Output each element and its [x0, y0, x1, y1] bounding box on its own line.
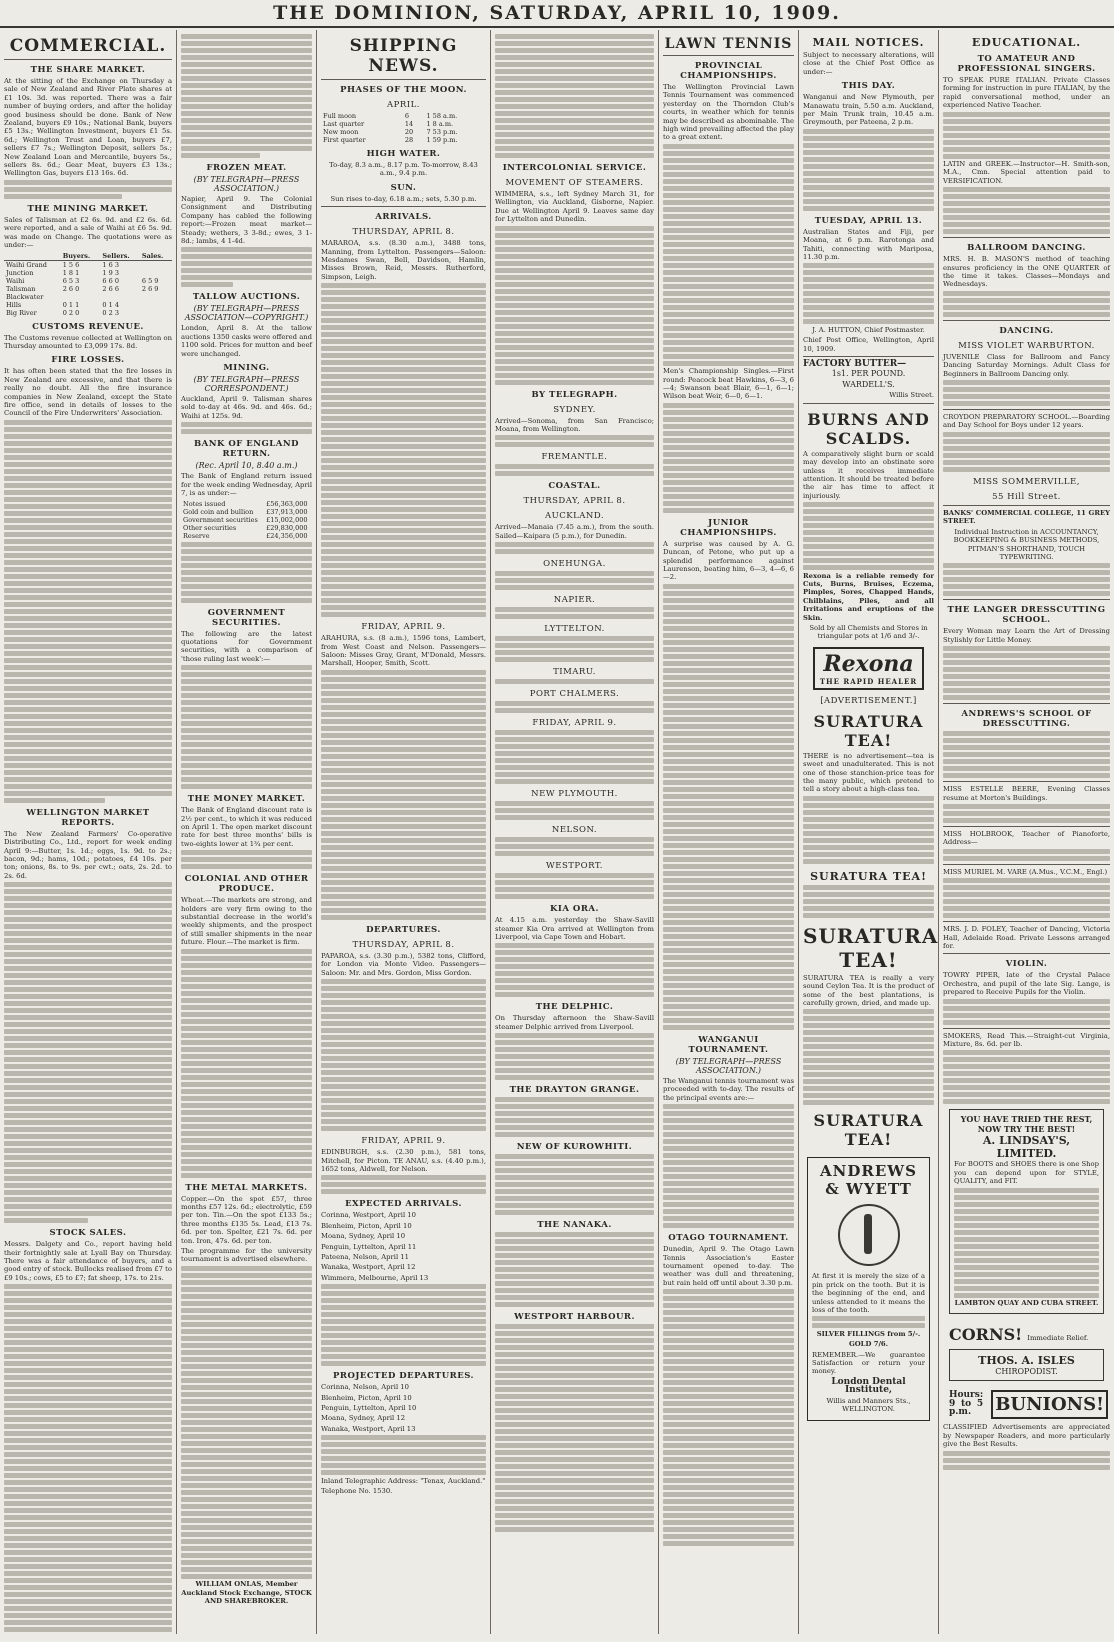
suratura-title: SURATURA TEA!: [813, 711, 924, 750]
moon-phases-table: [321, 112, 486, 144]
kia-ora-head: KIA ORA.: [550, 904, 599, 915]
dancing-head: DANCING.: [999, 325, 1054, 336]
commercial-college: BANKS' COMMERCIAL COLLEGE, 11 GREY STREET.: [943, 508, 1110, 526]
table-row: Gold coin and bullion £37,913,000: [183, 507, 308, 516]
rexona-tagline: THE RAPID HEALER: [819, 676, 918, 686]
estelle-beere: MISS ESTELLE BEERE, Evening Classes resume at Morton's Buildings.: [943, 785, 1110, 802]
money-market-head: THE MONEY MARKET.: [187, 794, 306, 805]
expected-arrival: Blenheim, Picton, April 10: [321, 1221, 412, 1230]
suratura-title-2: SURATURA TEA!: [810, 869, 927, 883]
coastal-head: COASTAL.: [548, 481, 601, 492]
gov-securities-head: GOVERNMENT SECURITIES.: [207, 607, 286, 628]
telephone-number: Telephone No. 1530.: [321, 1486, 393, 1495]
mining-head: MINING.: [223, 363, 270, 374]
fire-losses-text: It has often been stated that the fire losses in New Zealand are excessive, and that there is really no doubt. All the fire insurance companies in New Zealand, except the State fire office, send in details of losses to the Council of the Fire Underwriters' Association.: [4, 367, 172, 418]
frozen-meat-text: Napier, April 9. The Colonial Consignment and Distributing Company has cabled the following report:—Frozen meat market—Steady; wethers, 3 3-8d.; ewes, 3 1-8d.; lambs, 4 1-4d.: [181, 195, 312, 246]
departures-thursday: THURSDAY, APRIL 8.: [352, 939, 455, 950]
intercolonial-head: INTERCOLONIAL SERVICE.: [502, 163, 647, 173]
postmaster-signature: J. A. HUTTON, Chief Postmaster.: [812, 325, 925, 334]
commercial-column: [0, 32, 176, 1632]
gov-securities-text: The following are the latest quotations for Government securities, with a comparison of 'those ruling last week':—: [181, 629, 312, 663]
foley: MRS. J. D. FOLEY, Teacher of Dancing, Victoria Hall, Adelaide Road. Private Lessons arranged for.: [943, 925, 1110, 950]
burns-text-2: Rexona is a reliable remedy for Cuts, Burns, Bruises, Eczema, Pimples, Sores, Chapped Hands, Chilblains, Piles, and all Irritations and eruptions of the Skin.: [803, 571, 934, 622]
somerville-address: 55 Hill Street.: [992, 491, 1061, 502]
junior-text: A surprise was caused by A. G. Duncan, of Petone, who put up a splendid performance against Laurenson, beating him, 6—3, 4—6, 6—2.: [663, 539, 794, 582]
bank-return-note: (Rec. April 10, 8.40 a.m.): [195, 461, 298, 471]
smokers: SMOKERS, Read This.—Straight-cut Virginia, Mixture, 8s. 6d. per lb.: [943, 1031, 1110, 1049]
stock-sales-head: STOCK SALES.: [49, 1228, 127, 1239]
by-telegraph-head: BY TELEGRAPH.: [531, 389, 618, 400]
napier-head: NAPIER.: [553, 595, 596, 606]
arrivals-text-2: ARAHURA, s.s. (8 a.m.), 1596 tons, Lambert, from West Coast and Nelson. Passengers—Saloon: Misses Gray, Grant, M'Donald, Messrs. Marshall, Hooper, Smith, Scott.: [321, 634, 486, 668]
classified-note: CLASSIFIED Advertisements are appreciated by Newspaper Readers, and more particularly give the Best Results.: [943, 1423, 1110, 1449]
masthead: THE DOMINION, SATURDAY, APRIL 10, 1909.: [0, 0, 1114, 28]
projected-departure: Blenheim, Picton, April 10: [321, 1393, 412, 1402]
bank-return-table: [181, 500, 312, 540]
mining-col-sales: Sales.: [140, 252, 172, 261]
corns-text: Immediate Relief.: [1027, 1334, 1089, 1343]
suratura-title-4: SURATURA TEA!: [813, 1111, 924, 1150]
auckland-head: AUCKLAND.: [544, 511, 605, 522]
mail-notices-title: MAIL NOTICES.: [812, 36, 925, 49]
table-row: Reserve £24,356,000: [183, 531, 308, 540]
factory-address: Willis Street.: [889, 391, 934, 400]
wanganui-text: The Wanganui tennis tournament was proceeded with to-day. The results of the principal events are:—: [663, 1076, 794, 1102]
violin-text: TOWRY PIPER, late of the Crystal Palace Orchestra, and pupil of the late Sig. Lange, is prepared to Receive Pupils for the Violin.: [943, 971, 1110, 997]
somerville-name: MISS SOMMERVILLE,: [973, 476, 1080, 487]
projected-departures-head: PROJECTED DEPARTURES.: [333, 1371, 474, 1382]
mining-col-sellers: Sellers.: [100, 252, 139, 261]
stock-sales-text: Messrs. Dalgety and Co., report having held their fortnightly sale at Lyall Bay on Thursday. There was a fair attendance of buyers, and a good entry of stock. Bullocks realised from £7 to £9 10s.; cows, £5 to £7; fat sheep, 17s. to 21s.: [4, 1240, 172, 1282]
expected-arrivals-head: EXPECTED ARRIVALS.: [345, 1199, 462, 1210]
singers-head: TO AMATEUR AND PROFESSIONAL SINGERS.: [957, 54, 1096, 74]
departures-head: DEPARTURES.: [366, 924, 441, 935]
drayton-head: THE DRAYTON GRANGE.: [509, 1085, 640, 1096]
best-head: YOU HAVE TRIED THE REST, NOW TRY THE BEST!: [960, 1114, 1093, 1135]
tallow-head: TALLOW AUCTIONS.: [192, 292, 301, 303]
arrivals-friday: FRIDAY, APRIL 9.: [361, 622, 446, 633]
table-row: Waihi 6 5 3 6 6 0 6 5 9: [6, 276, 159, 285]
kia-ora-text: At 4.15 a.m. yesterday the Shaw-Savill steamer Kia Ora arrived at Wellington from Liverpool, via Cape Town and Hobart.: [495, 916, 654, 942]
junior-championships-head: JUNIOR CHAMPIONSHIPS.: [680, 517, 777, 538]
muriel-vare: MISS MURIEL M. VARE (A.Mus., V.C.M., Engl.): [943, 867, 1108, 876]
croydon-school: CROYDON PREPARATORY SCHOOL.—Boarding and Day School for Boys under 12 years.: [943, 413, 1110, 430]
lindsay-ad: [949, 1109, 1104, 1314]
gold-fillings: GOLD 7/6.: [848, 1340, 889, 1349]
arrivals-head: ARRIVALS.: [375, 212, 432, 223]
table-row: Waihi Grand 1 5 6 1 6 3: [6, 260, 119, 269]
sydney-text: Arrived—Sonoma, from San Francisco; Moana, from Wellington.: [495, 416, 654, 434]
isles-sub: CHIROPODIST.: [995, 1367, 1058, 1377]
timaru-head: TIMARU.: [553, 667, 596, 678]
port-chalmers-head: PORT CHALMERS.: [529, 689, 620, 700]
expected-arrival: Pateena, Nelson, April 11: [321, 1252, 409, 1261]
table-row: Government securities £15,002,000: [183, 515, 308, 524]
onehunga-head: ONEHUNGA.: [543, 559, 606, 570]
mining-quotes-table: [4, 252, 172, 317]
dental-address: Willis and Manners Sts., WELLINGTON.: [826, 1396, 911, 1414]
westport-harbour-head: WESTPORT HARBOUR.: [514, 1312, 635, 1323]
frozen-meat-head: FROZEN MEAT.: [206, 163, 287, 173]
isles-name: THOS. A. ISLES: [978, 1354, 1075, 1368]
suratura-text: THERE is no advertisement—tea is sweet and unadulterated. This is not one of those stanchion-price teas for the many public, which pretend to tell a story about a high-class tea.: [803, 751, 934, 794]
moon-phases-head: PHASES OF THE MOON.: [340, 85, 467, 95]
advertisement-label: [ADVERTISEMENT.]: [820, 695, 917, 706]
arrivals-thursday: THURSDAY, APRIL 8.: [352, 227, 455, 238]
wanganui-head: WANGANUI TOURNAMENT.: [688, 1034, 769, 1055]
educational-column: [939, 32, 1114, 1632]
lindsay-address: LAMBTON QUAY AND CUBA STREET.: [954, 1299, 1099, 1308]
lindsay-name: A. LINDSAY'S, LIMITED.: [982, 1134, 1071, 1161]
andrews-wyett-text: At first it is merely the size of a pin prick on the tooth. But it is the beginning of the end, and unless attended to it means the loss of the tooth.: [812, 1272, 925, 1315]
mail-tuesday-text: Australian States and Fiji, per Moana, at 6 p.m. Rarotonga and Tahiti, connecting with Mariposa, 11.30 p.m.: [803, 227, 934, 262]
friday-date: FRIDAY, APRIL 9.: [532, 718, 617, 729]
mining-market-text: Sales of Talisman at £2 6s. 9d. and £2 6s. 6d. were reported, and a sale of Waihi at £6 5s. 9d. was made on Change. The quotations were as under:—: [4, 215, 172, 250]
mining-note: (BY TELEGRAPH—PRESS CORRESPONDENT.): [193, 375, 300, 394]
provincial-championships-head: PROVINCIAL CHAMPIONSHIPS.: [680, 61, 777, 81]
dancing-teacher: MISS VIOLET WARBURTON.: [958, 340, 1095, 351]
delphic-head: THE DELPHIC.: [535, 1002, 614, 1013]
violin-head: VIOLIN.: [1005, 959, 1048, 970]
andrews-school-head: ANDREWS'S SCHOOL OF DRESSCUTTING.: [961, 709, 1092, 730]
table-row: Talisman 2 6 0 2 6 6 2 6 9: [6, 284, 159, 293]
factory-price: 1s1. PER POUND.: [831, 369, 906, 379]
burns-sold: Sold by all Chemists and Stores in triangular pots at 1/6 and 3/-.: [809, 623, 928, 641]
kurowhiti-head: NEW OF KUROWHITI.: [516, 1142, 633, 1153]
factory-butter: FACTORY BUTTER—: [803, 359, 907, 370]
andrews-wyett-ad: [807, 1157, 930, 1420]
holbrook: MISS HOLBROOK, Teacher of Pianoforte, Address—: [943, 829, 1110, 847]
burns-scalds-title: BURNS AND SCALDS.: [807, 409, 930, 448]
fremantle-head: FREMANTLE.: [541, 452, 608, 463]
movement-text: WIMMERA, s.s., left Sydney March 31, for Wellington, via Auckland, Gisborne, Napier. Due at Wellington April 9. Leaves same day for Lyttelton and Dunedin.: [495, 190, 654, 224]
ballroom-head: BALLROOM DANCING.: [967, 243, 1086, 254]
langer-head: THE LANGER DRESSCUTTING SCHOOL.: [947, 605, 1106, 626]
suratura-title-3: SURATURA TEA!: [803, 923, 938, 972]
mail-intro: Subject to necessary alterations, will close at the Chief Post Office as under:—: [803, 51, 934, 76]
intercolonial-column: [491, 32, 658, 1632]
departures-friday: FRIDAY, APRIL 9.: [361, 1136, 446, 1147]
educational-title: EDUCATIONAL.: [971, 36, 1082, 49]
high-water-text: To-day, 8.3 a.m., 8.17 p.m. To-morrow, 8.43 a.m., 9.4 p.m.: [329, 161, 478, 178]
auckland-text: Arrived—Manaia (7.45 a.m.), from the south. Sailed—Kaipara (5 p.m.), for Dunedin.: [495, 523, 654, 540]
broker-footer: WILLIAM ONLAS, Member Auckland Stock Exchange, STOCK AND SHAREBROKER.: [181, 1580, 312, 1606]
share-market-text: At the sitting of the Exchange on Thursday a sale of New Zealand and River Plate shares at £1 10s. 3d. was reported. There was a fair number of buying orders, and after the holiday good business should be done. Bank of New Zealand, buyers £9 10s.; National Bank, buyers £5 13s.; Wellington Investment, buyers £1 5s. 6d.; Wellington Trust and Loan, buyers £7, sellers £7 7s.; Wellington Deposit, sellers 5s.; New Zealand Loan and Mercantile, buyers 5s., sellers 8s. 6d.; Gear Meat, buyers £3 13s.; Wellington Gas, buyers £13 16s. 6d.: [4, 77, 172, 178]
mail-today-text: Wanganui and New Plymouth, per Manawatu train, 5.50 a.m. Auckland, per Main Trunk train, 10.45 a.m. Greymouth, per Pateena, 2 p.m.: [803, 93, 934, 127]
frozen-meat-note: (BY TELEGRAPH—PRESS ASSOCIATION.): [193, 175, 300, 193]
telegraph-address: Inland Telegraphic Address: "Tenax, Auckland.": [321, 1476, 486, 1485]
tooth-illustration-icon: [838, 1204, 900, 1266]
lawn-tennis-column: [659, 32, 798, 1632]
arrivals-text: MARAROA, s.s. (8.30 a.m.), 3488 tons, Manning, from Lyttelton. Passengers—Saloon: Mesdames Swan, Bell, Davidson, Hamlin, Misses Brown, Reid, Messrs. Rutherford, Simpson, Leigh.: [321, 239, 486, 281]
table-row: First quarter 28 1 59 p.m.: [323, 136, 458, 144]
table-row: Full moon 6 1 58 a.m.: [323, 112, 458, 120]
projected-departure: Moana, Sydney, April 12: [321, 1414, 406, 1423]
lawn-tennis-title: LAWN TENNIS: [664, 36, 793, 52]
otago-head: OTAGO TOURNAMENT.: [668, 1233, 789, 1244]
metal-markets-head: THE METAL MARKETS.: [185, 1182, 308, 1193]
wellington-market-head: WELLINGTON MARKET REPORTS.: [26, 807, 150, 828]
singers-text: TO SPEAK PURE ITALIAN. Private Classes forming for instruction in pure ITALIAN, by the rapid conversational method, under an experienced Native Teacher.: [943, 76, 1110, 110]
bank-return-text: The Bank of England return issued for the week ending Wednesday, April 7, is as under:—: [181, 472, 312, 498]
money-market-text: The Bank of England discount rate is 2½ per cent., to which it was reduced on April 1. The open market discount rate for best three months' bills is two-eights lower at 1¾ per cent.: [181, 806, 312, 848]
wellington-market-text: The New Zealand Farmers' Co-operative Distributing Co., Ltd., report for week ending April 9:—Butter, 1s. 1d.; eggs, 1s. 9d. to 2s.; bacon, 9d.; hams, 10d.; potatoes, £4 10s. per ton; onions, 8s. to 9s. per cwt.; oats, 2s. 2d. to 2s. 6d.: [4, 829, 172, 880]
moon-phases-month: APRIL.: [387, 100, 420, 110]
silver-fillings: SILVER FILLINGS from 5/-.: [816, 1329, 921, 1338]
projected-departure: Penguin, Lyttelton, April 10: [321, 1403, 417, 1412]
mining-market-head: THE MINING MARKET.: [27, 203, 149, 214]
mining-text: Auckland, April 9. Talisman shares sold to-day at 46s. 9d. and 46s. 6d.; Waihi at 125s. 9d.: [181, 395, 312, 420]
langer-text: Every Woman may Learn the Art of Dressing Stylishly for Little Money.: [943, 627, 1110, 644]
provincial-text: The Wellington Provincial Lawn Tennis Tournament was commenced yesterday on the Thorndon Club's courts, in weather which for tennis may be described as abominable. The high wind prevailing affected the play to a great extent.: [663, 83, 794, 142]
colonial-produce-head: COLONIAL AND OTHER PRODUCE.: [184, 874, 309, 895]
shipping-column: [317, 32, 490, 1632]
lyttelton-head: LYTTELTON.: [544, 624, 605, 635]
sales-text: The programme for the university tournament is advertised elsewhere.: [181, 1247, 312, 1264]
latin-greek: LATIN and GREEK.—Instructor—H. Smith-son, M.A., Cmn. Special attention paid to VERSIFICATION.: [943, 160, 1110, 185]
ballroom-text: MRS. H. B. MASON'S method of teaching ensures proficiency in the ONE QUARTER of the time it takes. Classes—Mondays and Wednesdays.: [943, 255, 1110, 289]
nelson-head: NELSON.: [551, 825, 598, 836]
guarantee: REMEMBER.—We guarantee Satisfaction or return your money.: [812, 1350, 925, 1376]
wanganui-note: (BY TELEGRAPH—PRESS ASSOCIATION.): [675, 1056, 782, 1075]
colonial-produce-text: Wheat.—The markets are strong, and holders are very firm owing to the substantial decrease in the world's weekly shipments, and the prospect of still smaller shipments in the near future. Flour.—The market is firm.: [181, 896, 312, 947]
table-row: Other securities £29,830,000: [183, 523, 308, 532]
high-water-head: HIGH WATER.: [366, 149, 441, 159]
mail-today: THIS DAY.: [841, 81, 896, 92]
sydney-head: SYDNEY.: [553, 404, 596, 415]
customs-head: CUSTOMS REVENUE.: [32, 321, 144, 332]
postmaster-date: Chief Post Office, Wellington, April 10, 1909.: [803, 336, 934, 353]
shipping-title: SHIPPING NEWS.: [349, 36, 458, 76]
projected-departure: Wanaka, Westport, April 13: [321, 1424, 416, 1433]
corns-title: CORNS!: [949, 1325, 1023, 1345]
table-row: Last quarter 14 1 8 a.m.: [323, 120, 454, 128]
bank-return-head: BANK OF ENGLAND RETURN.: [193, 439, 299, 460]
departures-text: PAPAROA, s.s. (3.30 p.m.), 5382 tons, Clifford, for London via Monte Video. Passengers—Saloon: Mr. and Mrs. Gordon, Miss Gordon.: [321, 951, 486, 977]
table-row: Blackwater: [6, 292, 44, 301]
expected-arrival: Wimmera, Melbourne, April 13: [321, 1273, 429, 1282]
commercial-college-text: Individual Instruction in ACCOUNTANCY, BOOKKEEPING & BUSINESS METHODS, PITMAN'S SHORTHAND, TOUCH TYPEWRITING.: [953, 527, 1100, 561]
sun-text: Sun rises to-day, 6.18 a.m.; sets, 5.30 p.m.: [330, 194, 477, 203]
table-row: Junction 1 8 1 1 9 3: [6, 268, 119, 277]
expected-arrival: Moana, Sydney, April 10: [321, 1232, 406, 1241]
table-row: Hills 0 1 1 0 1 4: [6, 300, 119, 309]
table-row: Big River 0 2 0 0 2 3: [6, 308, 119, 317]
market-news-column: [177, 32, 316, 1632]
mail-notices-column: [799, 32, 938, 1632]
dental-institute: London Dental Institute,: [831, 1376, 906, 1396]
mining-col-buyers: Buyers.: [61, 252, 101, 261]
tallow-note: (BY TELEGRAPH—PRESS ASSOCIATION—COPYRIGHT.): [184, 304, 309, 323]
nanaka-head: THE NANAKA.: [537, 1220, 612, 1231]
delphic-text: On Thursday afternoon the Shaw-Savill steamer Delphic arrived from Liverpool.: [495, 1014, 654, 1031]
factory-seller: WARDELL'S.: [842, 379, 895, 389]
mail-tuesday: TUESDAY, APRIL 13.: [814, 215, 923, 226]
share-market-head: THE SHARE MARKET.: [30, 65, 146, 75]
departures-text-2: EDINBURGH, s.s. (2.30 p.m.), 581 tons, Mitchell, for Picton. TE ANAU, s.s. (4.40 p.m.), 1652 tons, Aldwell, for Nelson.: [321, 1148, 486, 1173]
table-row: Notes issued £56,363,000: [183, 499, 308, 508]
isles-hours: Hours: 9 to 5 p.m.: [949, 1390, 984, 1418]
dancing-text: JUVENILE Class for Ballroom and Fancy Dancing Saturday Mornings. Adult Class for Beginners in Ballroom Dancing only.: [943, 352, 1110, 378]
tallow-text: London, April 8. At the tallow auctions 1350 casks were offered and 1100 sold. Prices for mutton and beef were unchanged.: [181, 324, 312, 358]
customs-text: The Customs revenue collected at Wellington on Thursday amounted to £3,099 17s. 8d.: [4, 333, 172, 350]
commercial-title: COMMERCIAL.: [9, 36, 167, 56]
burns-text: A comparatively slight burn or scald may develop into an obstinate sore unless it receives immediate attention. It should be treated before the air has time to affect it injuriously.: [803, 449, 934, 500]
lindsay-text: For BOOTS and SHOES there is one Shop you can depend upon for STYLE, QUALITY, and FIT.: [954, 1160, 1099, 1186]
movement-head: MOVEMENT OF STEAMERS.: [505, 178, 644, 188]
sun-head: SUN.: [390, 182, 417, 193]
table-row: New moon 20 7 53 p.m.: [323, 128, 458, 136]
bunions-title: BUNIONS!: [991, 1390, 1108, 1419]
westport-head: WESTPORT.: [546, 861, 603, 872]
otago-text: Dunedin, April 9. The Otago Lawn Tennis Association's Easter tournament opened to-day. The weather was dull and threatening, but rain held off until about 3.30 p.m.: [663, 1245, 794, 1287]
expected-arrival: Penguin, Lyttelton, April 11: [321, 1242, 417, 1251]
new-plymouth-head: NEW PLYMOUTH.: [531, 789, 618, 800]
coastal-date: THURSDAY, APRIL 8.: [523, 496, 626, 507]
isles-ad: [949, 1349, 1104, 1381]
metal-markets-text: Copper.—On the spot £57, three months £57 12s. 6d.; electrolytic, £59 per ton. Tin.—On the spot £133 5s.; three months £135 5s. Lead, £13 7s. 6d. per ton. Spelter, £21 7s. 6d. per ton. Iron, 47s. 6d. per ton.: [181, 1194, 312, 1245]
fire-losses-head: FIRE LOSSES.: [51, 355, 125, 366]
mens-singles-results: Men's Championship Singles.—First round: Peacock beat Hawkins, 6—3, 6—4; Swanson beat Blair, 6—1, 6—1; Wilson beat Weir, 6—0, 6—1.: [663, 367, 794, 401]
projected-departure: Corinna, Nelson, April 10: [321, 1383, 409, 1392]
expected-arrival: Corinna, Westport, April 10: [321, 1211, 416, 1220]
rexona-logo: Rexona THE RAPID HEALER: [813, 647, 924, 690]
expected-arrival: Wanaka, Westport, April 12: [321, 1263, 416, 1272]
andrews-wyett-name: ANDREWS & WYETT: [820, 1162, 917, 1199]
suratura-text-3: SURATURA TEA is really a very sound Ceylon Tea. It is the product of some of the best plantations, is carefully grown, dried, and made up.: [803, 973, 934, 1008]
